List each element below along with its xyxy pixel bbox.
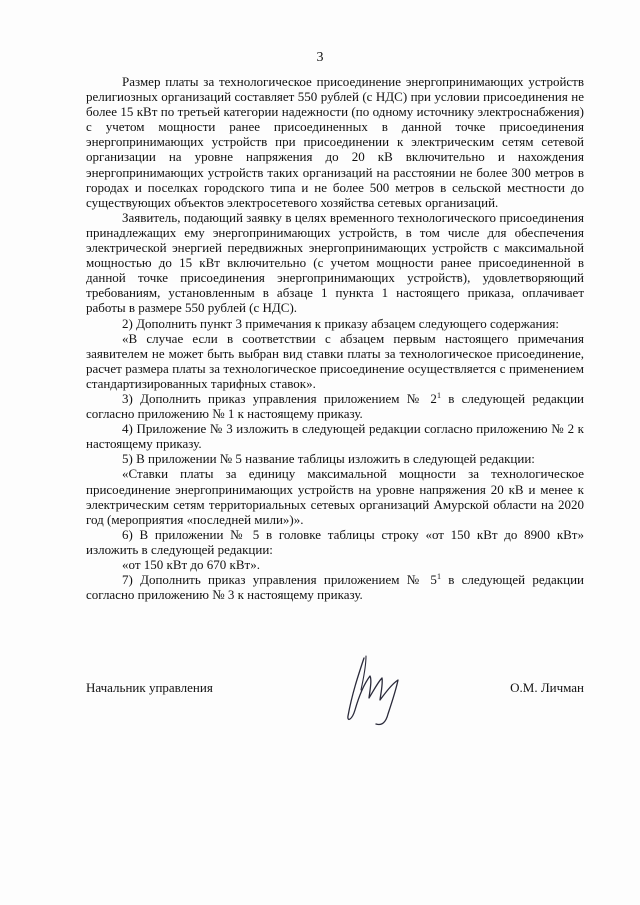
superscript: 1: [436, 572, 441, 582]
paragraph-item-3-tail: в следующей редакции согласно приложению № 1 к настоящему приказу.: [86, 390, 584, 422]
paragraph-item-5: 5) В приложении № 5 название таблицы изложить в следующей редакции:: [122, 451, 535, 467]
paragraph-item-6: 6) В приложении № 5 в головке таблицы строку «от 150 кВт до 8900 кВт» изложить в следующей редакции:: [86, 526, 584, 557]
signature-block: [86, 676, 584, 700]
superscript: 1: [436, 390, 441, 400]
handwritten-signature: [336, 650, 426, 730]
paragraph-item-7-tail: в следующей редакции согласно приложению № 3 к настоящему приказу.: [86, 572, 584, 603]
signatory-name: О.М. Личман: [510, 680, 584, 695]
paragraph-temporary-connection: Заявитель, подающий заявку в целях временного технологического присоединения принадлежащих ему энергопринимающих устройств, в том числе для обеспечения электрической энергией передвижных энергопринимающих устройств с максимальной мощностью до 15 кВт включительно (с учетом мощности ранее присоединенной в данной точке присоединения энергопринимающих устройств), удовлетворяющий требованиям, установленным в абзаце 1 пункта 1 настоящего приказа, оплачивает работы в размере 550 рублей (с НДС).: [86, 209, 584, 316]
paragraph-quote-table-title: «Ставки платы за единицу максимальной мощности за технологическое присоединение энергопринимающих устройств на уровне напряжения 20 кВ и менее к электрическим сетям территориальных сетевых организаций Амурской области на 2020 год (мероприятия «последней мили»)».: [86, 466, 584, 527]
paragraph-item-4: 4) Приложение № 3 изложить в следующей редакции согласно приложению № 2 к настоящему приказу.: [86, 421, 584, 452]
paragraph-quote-range: «от 150 кВт до 670 кВт».: [122, 557, 260, 572]
paragraph-item-2: 2) Дополнить пункт 3 примечания к приказу абзацем следующего содержания:: [122, 315, 560, 331]
signatory-position: Начальник управления: [86, 680, 213, 695]
paragraph-item-3-text: 3) Дополнить приказ управления приложением № 2: [122, 390, 437, 406]
paragraph-quote-note: «В случае если в соответствии с абзацем первым настоящего примечания заявителем не может быть выбран вид ставки платы за технологическое присоединение, расчет размера платы за технологическое присоединение осуществляется с применением стандартизированных тарифных ставок».: [86, 330, 584, 391]
page-number: 3: [316, 50, 324, 65]
paragraph-item-3: [86, 391, 584, 421]
paragraph-item-7-text: 7) Дополнить приказ управления приложением № 5: [122, 572, 437, 588]
document-body: [86, 74, 584, 602]
paragraph-religious-fee: Размер платы за технологическое присоединение энергопринимающих устройств религиозных организаций составляет 550 рублей (с НДС) при условии присоединения не более 15 кВт по третьей категории надежности (по одному источнику электроснабжения) с учетом мощности ранее присоединенных в данной точке присоединения энергопринимающих устройств при присоединении к электрическим сетям сетевой организации на уровне напряжения до 20 кВ включительно и нахождения энергопринимающих устройств таких организаций на расстоянии не более 300 метров в городах и поселках городского типа и не более 500 метров в сельской местности до существующих объектов электросетевого хозяйства сетевых организаций.: [86, 74, 584, 210]
paragraph-item-7: [86, 572, 584, 602]
